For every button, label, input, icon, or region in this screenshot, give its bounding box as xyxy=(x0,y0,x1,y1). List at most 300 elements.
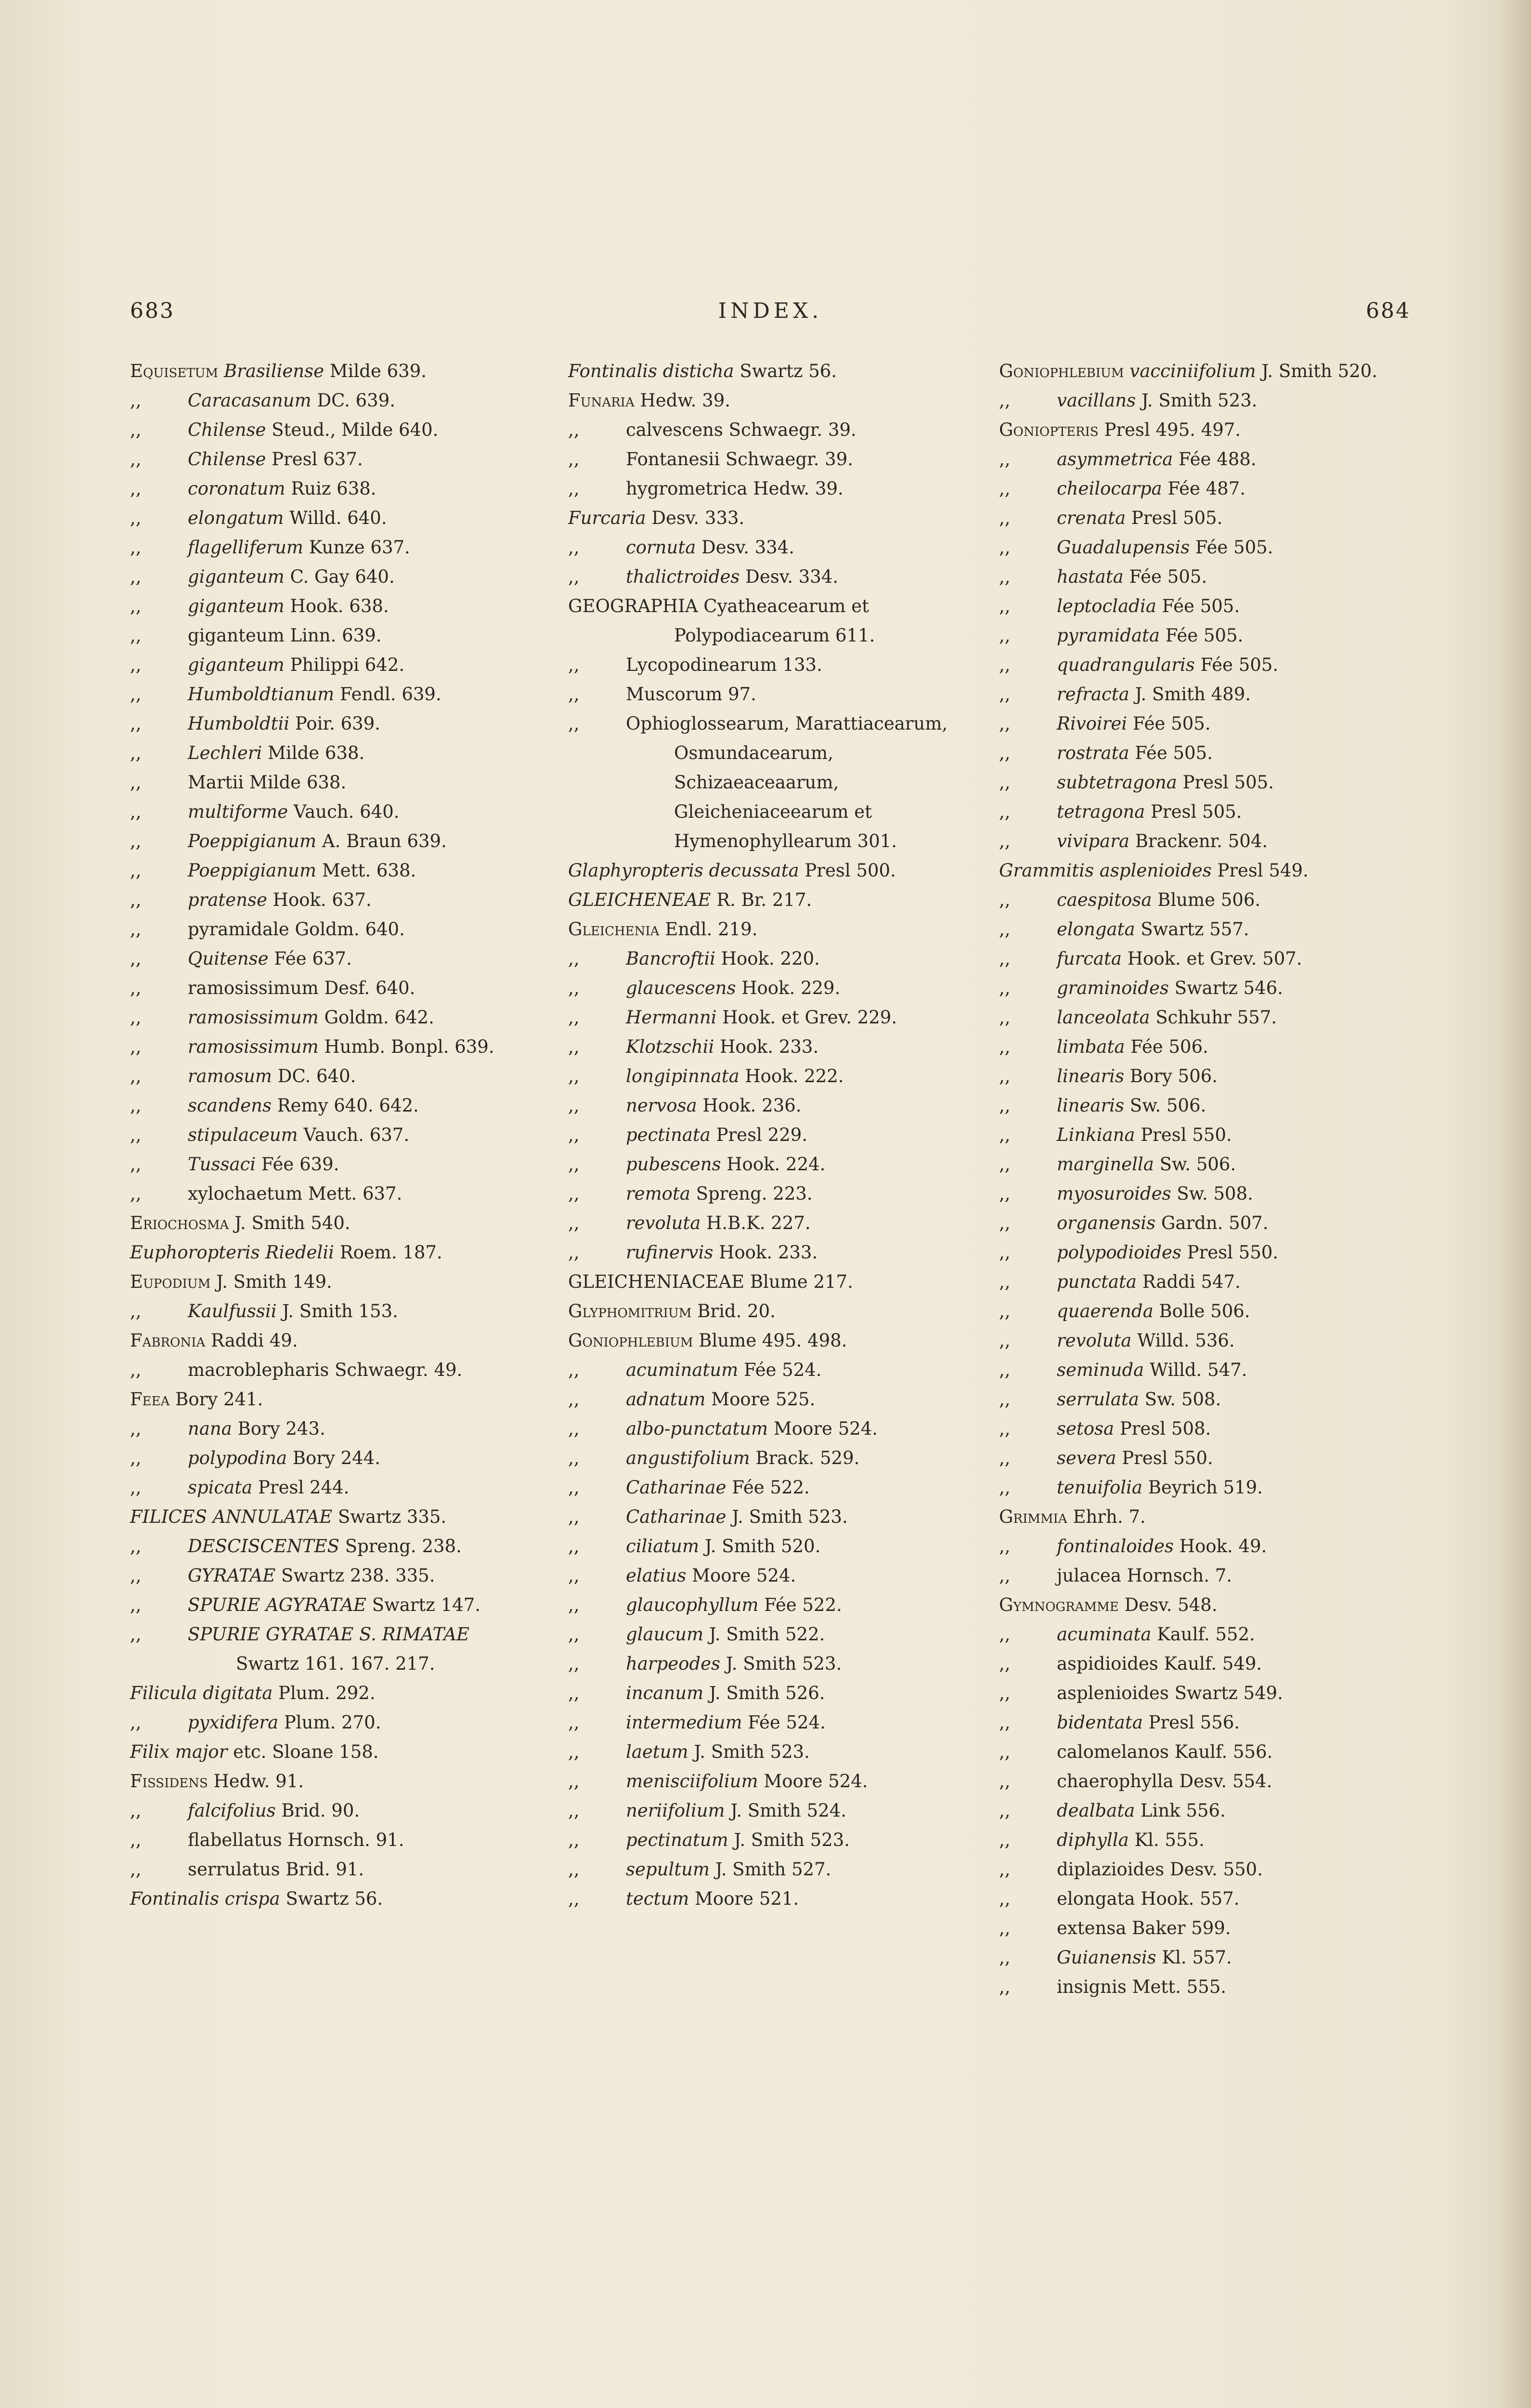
index-entry xyxy=(130,1561,525,1590)
entry-text: Philippi 642. xyxy=(290,654,405,675)
entry-text: SPURIE AGYRATAE xyxy=(188,1595,372,1615)
index-column-1 xyxy=(130,356,525,1913)
ditto-mark: ,, xyxy=(999,1653,1011,1674)
index-entry xyxy=(130,1473,525,1502)
ditto-mark: ,, xyxy=(568,1741,580,1762)
entry-text: scandens xyxy=(188,1095,277,1116)
ditto-mark: ,, xyxy=(568,478,580,499)
ditto-mark: ,, xyxy=(568,1007,580,1028)
entry-text: Remy 640. 642. xyxy=(277,1095,419,1116)
index-entry xyxy=(130,1414,525,1443)
entry-text: Gymnogramme xyxy=(999,1595,1125,1615)
entry-text: DC. 640. xyxy=(277,1066,356,1086)
ditto-mark: ,, xyxy=(568,1888,580,1909)
entry-text: glaucum xyxy=(626,1624,709,1645)
entry-text: Fée 522. xyxy=(732,1477,810,1498)
ditto-mark: ,, xyxy=(130,1595,142,1615)
entry-text: Catharinae xyxy=(626,1506,732,1527)
entry-text: J. Smith 527. xyxy=(715,1859,831,1880)
index-entry xyxy=(999,1238,1413,1267)
entry-text: longipinnata xyxy=(626,1066,745,1086)
entry-text: Euphoropteris Riedelii xyxy=(130,1242,340,1263)
index-entry xyxy=(568,856,963,885)
ditto-mark: ,, xyxy=(999,566,1011,587)
ditto-mark: ,, xyxy=(999,1741,1011,1762)
ditto-mark: ,, xyxy=(999,1360,1011,1380)
entry-text: subtetragona xyxy=(1057,772,1183,793)
index-entry xyxy=(999,445,1413,474)
ditto-mark: ,, xyxy=(568,654,580,675)
entry-text: Moore 524. xyxy=(764,1771,868,1792)
entry-text: menisciifolium xyxy=(626,1771,764,1792)
entry-text: Sw. 506. xyxy=(1159,1154,1236,1175)
entry-text: falcifolius xyxy=(188,1800,282,1821)
entry-text: Guadalupensis xyxy=(1057,537,1195,558)
entry-text: refracta xyxy=(1057,684,1135,705)
ditto-mark: ,, xyxy=(999,1536,1011,1557)
index-entry xyxy=(130,1326,525,1355)
entry-text: ramosissimum Desf. 640. xyxy=(188,978,415,998)
index-entry xyxy=(568,1326,963,1355)
entry-text: ramosissimum xyxy=(188,1036,324,1057)
index-entry xyxy=(130,1296,525,1326)
entry-text: Fée 505. xyxy=(1129,566,1207,587)
ditto-mark: ,, xyxy=(568,566,580,587)
entry-text: nervosa xyxy=(626,1095,703,1116)
entry-text: organensis xyxy=(1057,1213,1161,1233)
index-entry xyxy=(130,474,525,503)
entry-text: Guianensis xyxy=(1057,1947,1162,1968)
entry-text: serrulata xyxy=(1057,1389,1145,1410)
index-entry xyxy=(130,709,525,738)
index-entry xyxy=(999,973,1413,1003)
ditto-mark: ,, xyxy=(999,508,1011,528)
entry-text: Swartz 56. xyxy=(285,1888,383,1909)
index-entry xyxy=(130,621,525,650)
index-column-2 xyxy=(568,356,963,1913)
entry-text: revoluta xyxy=(626,1213,707,1233)
entry-text: calomelanos Kaulf. 556. xyxy=(1057,1741,1273,1762)
entry-text: Brasiliense xyxy=(223,361,330,381)
entry-text: rufinervis xyxy=(626,1242,719,1263)
index-entry xyxy=(999,944,1413,973)
index-entry xyxy=(130,386,525,415)
entry-text: J. Smith 520. xyxy=(704,1536,821,1557)
entry-text: J. Smith 526. xyxy=(709,1683,825,1703)
index-entry xyxy=(568,1120,963,1150)
index-entry xyxy=(130,1003,525,1032)
ditto-mark: ,, xyxy=(130,772,142,793)
index-entry xyxy=(568,356,963,386)
entry-text: Presl 556. xyxy=(1148,1712,1240,1733)
ditto-mark: ,, xyxy=(999,1859,1011,1880)
entry-text: hygrometrica Hedw. 39. xyxy=(626,478,843,499)
ditto-mark: ,, xyxy=(130,801,142,822)
ditto-mark: ,, xyxy=(568,1036,580,1057)
index-entry xyxy=(568,562,963,591)
ditto-mark: ,, xyxy=(999,919,1011,940)
ditto-mark: ,, xyxy=(130,1125,142,1145)
entry-text: Bory 506. xyxy=(1129,1066,1218,1086)
entry-text: diphylla xyxy=(1057,1830,1135,1850)
ditto-mark: ,, xyxy=(999,1624,1011,1645)
entry-text: Goldm. 642. xyxy=(324,1007,434,1028)
entry-text: laetum xyxy=(626,1741,694,1762)
index-entry xyxy=(999,1649,1413,1678)
index-entry xyxy=(568,1208,963,1238)
index-entry xyxy=(130,1531,525,1561)
entry-text: Kaulf. 552. xyxy=(1157,1624,1255,1645)
ditto-mark: ,, xyxy=(568,1712,580,1733)
index-entry xyxy=(568,533,963,562)
ditto-mark: ,, xyxy=(568,1830,580,1850)
entry-text: Hook. et Grev. 229. xyxy=(722,1007,897,1028)
ditto-mark: ,, xyxy=(130,948,142,969)
entry-text: DESCISCENTES xyxy=(188,1536,345,1557)
index-entry xyxy=(999,768,1413,797)
ditto-mark: ,, xyxy=(999,390,1011,411)
entry-text: J. Smith 540. xyxy=(234,1213,350,1233)
index-entry xyxy=(999,1913,1413,1943)
ditto-mark: ,, xyxy=(130,1859,142,1880)
entry-text: Kl. 555. xyxy=(1134,1830,1205,1850)
ditto-mark: ,, xyxy=(999,1007,1011,1028)
index-entry xyxy=(568,1884,963,1913)
entry-text: pectinata xyxy=(626,1125,716,1145)
entry-text: Fontinalis crispa xyxy=(130,1888,286,1909)
entry-text: sepultum xyxy=(626,1859,715,1880)
entry-text: Plum. 270. xyxy=(284,1712,381,1733)
ditto-mark: ,, xyxy=(130,1536,142,1557)
index-entry xyxy=(568,1091,963,1120)
entry-text: Mett. 638. xyxy=(322,860,416,881)
index-entry xyxy=(568,1678,963,1708)
entry-text: Willd. 547. xyxy=(1149,1360,1247,1380)
index-entry xyxy=(568,1179,963,1208)
ditto-mark: ,, xyxy=(130,978,142,998)
ditto-mark: ,, xyxy=(999,1565,1011,1586)
ditto-mark: ,, xyxy=(130,537,142,558)
index-entry xyxy=(999,1179,1413,1208)
index-entry xyxy=(999,650,1413,680)
entry-text: Moore 524. xyxy=(773,1418,878,1439)
ditto-mark: ,, xyxy=(999,1683,1011,1703)
index-entry xyxy=(130,1620,525,1678)
entry-text: seminuda xyxy=(1057,1360,1150,1380)
index-entry xyxy=(568,1003,963,1032)
entry-text: pubescens xyxy=(626,1154,727,1175)
entry-text: Fée 639. xyxy=(261,1154,339,1175)
index-entry xyxy=(999,503,1413,533)
entry-text: Filicula digitata xyxy=(130,1683,279,1703)
ditto-mark: ,, xyxy=(999,1888,1011,1909)
entry-text: stipulaceum xyxy=(188,1125,304,1145)
entry-text: Quitense xyxy=(188,948,274,969)
entry-text: Hermanni xyxy=(626,1007,723,1028)
index-entry xyxy=(999,885,1413,915)
ditto-mark: ,, xyxy=(568,713,580,734)
index-entry xyxy=(130,1767,525,1796)
index-entry xyxy=(130,1590,525,1620)
entry-text: neriifolium xyxy=(626,1800,731,1821)
index-entry xyxy=(999,1120,1413,1150)
entry-text: Bory 243. xyxy=(237,1418,325,1439)
entry-text: giganteum xyxy=(188,596,290,616)
ditto-mark: ,, xyxy=(568,1506,580,1527)
index-entry xyxy=(999,709,1413,738)
entry-text: giganteum Linn. 639. xyxy=(188,625,382,646)
ditto-mark: ,, xyxy=(130,1360,142,1380)
index-entry xyxy=(568,1708,963,1737)
entry-text: Poir. 639. xyxy=(295,713,381,734)
index-entry xyxy=(130,1120,525,1150)
entry-text: Bolle 506. xyxy=(1159,1301,1250,1322)
index-entry xyxy=(999,1796,1413,1825)
entry-text: Brid. 20. xyxy=(697,1301,776,1322)
entry-text: Fontinalis disticha xyxy=(568,361,740,381)
ditto-mark: ,, xyxy=(999,1301,1011,1322)
ditto-mark: ,, xyxy=(999,831,1011,851)
entry-text: tenuifolia xyxy=(1057,1477,1148,1498)
entry-text: xylochaetum Mett. 637. xyxy=(188,1183,402,1204)
index-entry xyxy=(999,1296,1413,1326)
index-entry xyxy=(568,709,963,856)
entry-text: Raddi 547. xyxy=(1142,1271,1241,1292)
entry-text: rostrata xyxy=(1057,743,1135,763)
entry-text: GEOGRAPHIA Cyatheacearum et Polypodiacearum 611. xyxy=(568,596,875,646)
entry-text: calvescens Schwaegr. 39. xyxy=(626,419,856,440)
index-entry xyxy=(999,1502,1413,1531)
entry-text: Presl 508. xyxy=(1119,1418,1211,1439)
entry-text: albo-punctatum xyxy=(626,1418,774,1439)
entry-text: Tussaci xyxy=(188,1154,261,1175)
ditto-mark: ,, xyxy=(999,1330,1011,1351)
left-page-number: 683 xyxy=(130,299,175,323)
entry-text: Eupodium xyxy=(130,1271,217,1292)
entry-text: thalictroides xyxy=(626,566,746,587)
entry-text: revoluta xyxy=(1057,1330,1138,1351)
index-entry xyxy=(130,1884,525,1913)
index-entry xyxy=(999,1678,1413,1708)
index-entry xyxy=(999,474,1413,503)
ditto-mark: ,, xyxy=(130,625,142,646)
index-entry xyxy=(130,650,525,680)
entry-text: Hook. 637. xyxy=(272,890,372,910)
entry-text: etc. Sloane 158. xyxy=(233,1741,379,1762)
entry-text: Fendl. 639. xyxy=(339,684,441,705)
entry-text: J. Smith 522. xyxy=(709,1624,825,1645)
entry-text: Kunze 637. xyxy=(309,537,410,558)
index-entry xyxy=(130,944,525,973)
ditto-mark: ,, xyxy=(568,978,580,998)
entry-text: nana xyxy=(188,1418,238,1439)
entry-text: Presl 500. xyxy=(804,860,896,881)
entry-text: serrulatus Brid. 91. xyxy=(188,1859,364,1880)
entry-text: Chilense xyxy=(188,419,272,440)
index-entry xyxy=(130,768,525,797)
entry-text: Blume 495. 498. xyxy=(699,1330,847,1351)
ditto-mark: ,, xyxy=(999,772,1011,793)
index-entry xyxy=(999,797,1413,826)
index-entry xyxy=(568,1238,963,1267)
entry-text: Vauch. 637. xyxy=(303,1125,410,1145)
ditto-mark: ,, xyxy=(999,801,1011,822)
index-entry xyxy=(130,1708,525,1737)
entry-text: Raddi 49. xyxy=(211,1330,298,1351)
entry-text: J. Smith 149. xyxy=(216,1271,332,1292)
index-entry xyxy=(130,1150,525,1179)
ditto-mark: ,, xyxy=(568,1125,580,1145)
index-entry xyxy=(999,826,1413,856)
entry-text: glaucophyllum xyxy=(626,1595,765,1615)
entry-text: Fée 524. xyxy=(743,1360,822,1380)
entry-text: Bory 244. xyxy=(292,1448,381,1468)
entry-text: J. Smith 153. xyxy=(282,1301,398,1322)
entry-text: Presl 229. xyxy=(716,1125,808,1145)
index-entry xyxy=(130,356,525,386)
entry-text: Hook. 638. xyxy=(290,596,389,616)
entry-text: Swartz 238. 335. xyxy=(281,1565,435,1586)
index-entry xyxy=(130,856,525,885)
index-entry xyxy=(999,1943,1413,1972)
index-entry xyxy=(130,445,525,474)
index-entry xyxy=(130,885,525,915)
entry-text: Muscorum 97. xyxy=(626,684,756,705)
entry-text: SPURIE GYRATAE S. RIMATAE xyxy=(188,1624,470,1645)
index-entry xyxy=(130,562,525,591)
page-title: INDEX. xyxy=(718,299,823,323)
index-entry xyxy=(999,1884,1413,1913)
right-page-number: 684 xyxy=(1366,299,1411,323)
ditto-mark: ,, xyxy=(999,1830,1011,1850)
index-entry xyxy=(568,1561,963,1590)
entry-text: Gardn. 507. xyxy=(1161,1213,1269,1233)
entry-text: A. Braun 639. xyxy=(322,831,447,851)
index-entry xyxy=(130,1737,525,1767)
ditto-mark: ,, xyxy=(999,1066,1011,1086)
entry-text: Fée 505. xyxy=(1195,537,1273,558)
entry-text: pyramidata xyxy=(1057,625,1166,646)
entry-text: Willd. 536. xyxy=(1137,1330,1235,1351)
index-entry xyxy=(568,1296,963,1326)
entry-text: Presl 550. xyxy=(1122,1448,1213,1468)
index-entry xyxy=(130,533,525,562)
index-entry xyxy=(568,1531,963,1561)
entry-text: Fée 487. xyxy=(1168,478,1246,499)
entry-text: leptocladia xyxy=(1057,596,1162,616)
entry-text: J. Smith 523. xyxy=(1141,390,1258,411)
ditto-mark: ,, xyxy=(568,1418,580,1439)
ditto-mark: ,, xyxy=(568,1183,580,1204)
index-entry xyxy=(130,1678,525,1708)
index-entry xyxy=(568,1737,963,1767)
entry-text: Grimmia xyxy=(999,1506,1073,1527)
ditto-mark: ,, xyxy=(568,1653,580,1674)
entry-text: Linkiana xyxy=(1057,1125,1141,1145)
entry-text: Feea xyxy=(130,1389,176,1410)
entry-text: Milde 639. xyxy=(329,361,427,381)
ditto-mark: ,, xyxy=(130,596,142,616)
ditto-mark: ,, xyxy=(999,1036,1011,1057)
entry-text: Chilense xyxy=(188,449,272,470)
index-entry xyxy=(568,650,963,680)
entry-text: Gleichenia xyxy=(568,919,665,940)
entry-text: Brack. 529. xyxy=(755,1448,860,1468)
entry-text: glaucescens xyxy=(626,978,742,998)
ditto-mark: ,, xyxy=(568,1565,580,1586)
entry-text: Presl 505. xyxy=(1182,772,1274,793)
ditto-mark: ,, xyxy=(568,1066,580,1086)
entry-text: coronatum xyxy=(188,478,291,499)
index-entry xyxy=(130,1443,525,1473)
entry-text: Swartz 161. 167. 217. xyxy=(236,1653,435,1674)
ditto-mark: ,, xyxy=(999,1271,1011,1292)
entry-text: Furcaria xyxy=(568,508,652,528)
entry-text: Desv. 333. xyxy=(651,508,745,528)
entry-text: Goniopteris xyxy=(999,419,1104,440)
entry-text: Willd. 640. xyxy=(289,508,387,528)
index-entry xyxy=(568,1443,963,1473)
entry-text: hastata xyxy=(1057,566,1129,587)
entry-text: Fissidens xyxy=(130,1771,214,1792)
entry-text: furcata xyxy=(1057,948,1128,969)
entry-text: acuminatum xyxy=(626,1360,744,1380)
ditto-mark: ,, xyxy=(999,1771,1011,1792)
entry-text: graminoides xyxy=(1057,978,1175,998)
entry-text: Steud., Milde 640. xyxy=(272,419,439,440)
entry-text: Hook. et Grev. 507. xyxy=(1127,948,1302,969)
index-entry xyxy=(568,1061,963,1091)
entry-text: Sw. 506. xyxy=(1129,1095,1207,1116)
entry-text: J. Smith 523. xyxy=(734,1830,850,1850)
entry-text: GYRATAE xyxy=(188,1565,282,1586)
entry-text: ramosum xyxy=(188,1066,278,1086)
index-entry xyxy=(568,1620,963,1649)
entry-text: intermedium xyxy=(626,1712,748,1733)
entry-text: Hedw. 39. xyxy=(640,390,730,411)
entry-text: Fée 522. xyxy=(764,1595,842,1615)
index-entry xyxy=(568,944,963,973)
entry-text: Hook. 236. xyxy=(702,1095,802,1116)
entry-text: Ruiz 638. xyxy=(291,478,376,499)
entry-text: vacillans xyxy=(1057,390,1142,411)
index-entry xyxy=(999,915,1413,944)
ditto-mark: ,, xyxy=(568,1213,580,1233)
ditto-mark: ,, xyxy=(568,1859,580,1880)
index-entry xyxy=(130,1032,525,1061)
index-entry xyxy=(999,1061,1413,1091)
entry-text: Humb. Bonpl. 639. xyxy=(324,1036,494,1057)
index-entry xyxy=(568,386,963,415)
ditto-mark: ,, xyxy=(999,1918,1011,1938)
entry-text: Hook. 233. xyxy=(719,1242,818,1263)
ditto-mark: ,, xyxy=(130,1477,142,1498)
entry-text: Fée 637. xyxy=(274,948,352,969)
entry-text: Spreng. 223. xyxy=(696,1183,813,1204)
ditto-mark: ,, xyxy=(130,1095,142,1116)
entry-text: Fée 505. xyxy=(1132,713,1211,734)
ditto-mark: ,, xyxy=(130,1154,142,1175)
index-entry xyxy=(568,1473,963,1502)
entry-text: fontinaloides xyxy=(1057,1536,1180,1557)
index-entry xyxy=(568,1855,963,1884)
entry-text: quaerenda xyxy=(1057,1301,1159,1322)
ditto-mark: ,, xyxy=(999,449,1011,470)
entry-text: diplazioides Desv. 550. xyxy=(1057,1859,1263,1880)
page-header xyxy=(130,299,1411,342)
ditto-mark: ,, xyxy=(568,1477,580,1498)
entry-text: polypodioides xyxy=(1057,1242,1187,1263)
